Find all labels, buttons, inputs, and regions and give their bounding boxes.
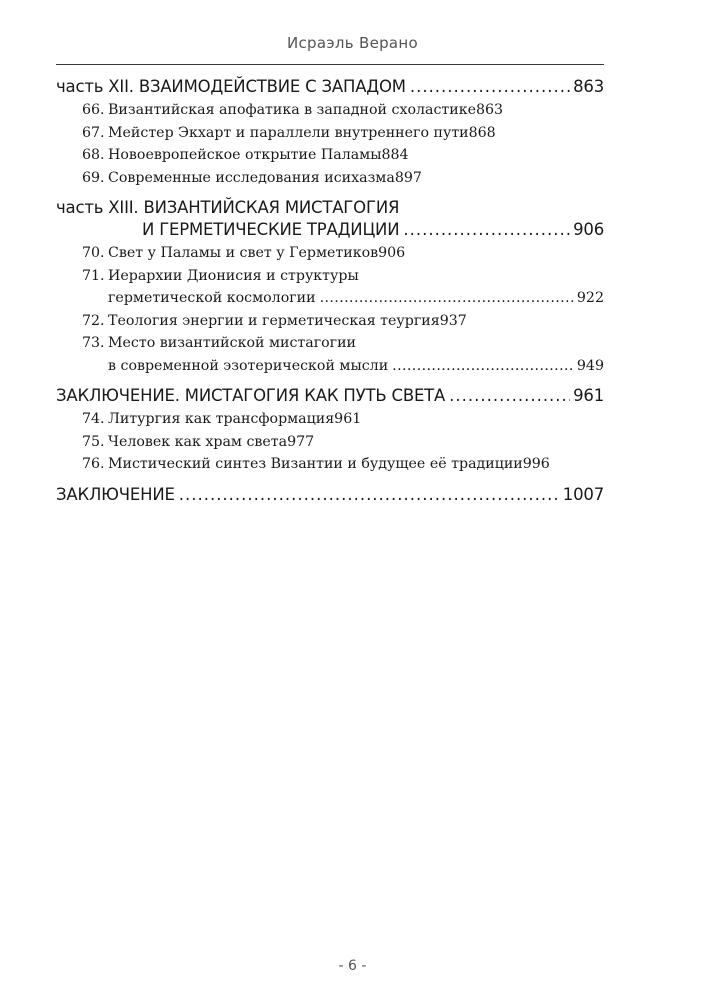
toc-chapter-number: 70. — [82, 245, 105, 261]
toc-page-number: 906 — [573, 220, 604, 239]
toc-chapter-list — [56, 99, 604, 189]
toc-chapter-number: 74. — [82, 411, 105, 427]
toc-page-number: 961 — [573, 386, 604, 405]
toc-part-conclusion — [56, 385, 604, 476]
dot-leader — [320, 287, 574, 310]
toc-part-title[interactable] — [56, 385, 604, 407]
toc-page-number: 863 — [573, 77, 604, 96]
toc-part-xii — [56, 76, 604, 189]
toc-part-title[interactable] — [56, 484, 604, 506]
toc-part-title-text: часть XII. ВЗАИМОДЕЙСТВИЕ С ЗАПАДОМ — [56, 77, 406, 96]
toc-part-title-line2: И ГЕРМЕТИЧЕСКИЕ ТРАДИЦИИ — [142, 220, 400, 239]
toc-page-number: 906 — [378, 245, 406, 261]
toc-chapter-list — [56, 242, 604, 377]
toc-chapter-72[interactable] — [56, 310, 604, 333]
toc-page-number: 977 — [287, 433, 315, 450]
toc-page-number: 996 — [522, 456, 550, 472]
toc-chapter-title-line2: герметической космологии — [108, 290, 316, 306]
toc-final-conclusion — [56, 484, 604, 506]
toc-chapter-title: Новоевропейское открытие Паламы — [108, 147, 382, 163]
header-rule — [56, 64, 604, 65]
toc-chapter-title: Свет у Паламы и свет у Герметиков — [108, 245, 379, 261]
toc-chapter-title: Современные исследования исихазма — [108, 169, 395, 186]
toc-chapter-title: Литургия как трансформация — [108, 411, 335, 427]
toc-page-number: 1007 — [562, 484, 604, 504]
toc-part-title-text: ЗАКЛЮЧЕНИЕ — [56, 484, 175, 504]
toc-chapter-number: 71. — [82, 267, 105, 284]
toc-chapter-title-line1: Иерархии Дионисия и структуры — [108, 267, 359, 284]
toc-chapter-67[interactable] — [56, 122, 604, 145]
toc-page-number: 937 — [439, 312, 467, 329]
toc-chapter-73[interactable] — [56, 332, 604, 377]
dot-leader — [392, 355, 574, 378]
toc-chapter-69[interactable] — [56, 167, 604, 190]
toc-chapter-title: Мейстер Экхарт и параллели внутреннего пути — [108, 124, 469, 141]
toc-chapter-number: 66. — [82, 102, 105, 118]
toc-chapter-list — [56, 408, 604, 476]
toc-chapter-title: Византийская апофатика в западной схоластике — [108, 102, 476, 118]
toc-part-xiii — [56, 197, 604, 377]
toc-chapter-number: 68. — [82, 147, 105, 163]
toc-page-number: 868 — [468, 124, 496, 141]
toc-page-number: 922 — [576, 290, 604, 306]
toc-chapter-title: Человек как храм света — [108, 433, 288, 450]
toc-part-title[interactable] — [56, 76, 604, 98]
toc-page-number: 884 — [381, 147, 409, 163]
toc-page-number: 897 — [394, 169, 422, 186]
toc-chapter-number: 69. — [82, 169, 105, 186]
toc-chapter-number: 67. — [82, 124, 105, 141]
dot-leader — [449, 385, 570, 407]
toc-chapter-71[interactable] — [56, 265, 604, 310]
running-header: Исраэль Верано — [286, 34, 419, 52]
toc-chapter-title-line1: Место византийской мистагогии — [108, 335, 357, 351]
toc-chapter-68[interactable] — [56, 144, 604, 167]
page-number: - 6 - — [338, 958, 367, 974]
toc-chapter-75[interactable] — [56, 431, 604, 454]
toc-chapter-number: 73. — [82, 335, 105, 351]
toc-chapter-number: 75. — [82, 433, 105, 450]
toc-chapter-70[interactable] — [56, 242, 604, 265]
dot-leader — [410, 76, 570, 98]
toc-chapter-title-line2: в современной эзотерической мысли — [108, 357, 389, 374]
toc-chapter-66[interactable] — [56, 99, 604, 122]
toc-chapter-title: Мистический синтез Византии и будущее её традиции — [108, 456, 523, 472]
toc-page-number: 863 — [475, 102, 504, 118]
dot-leader — [179, 484, 560, 506]
toc-part-title-line1: часть XIII. ВИЗАНТИЙСКАЯ МИСТАГОГИЯ — [56, 198, 400, 217]
toc-chapter-74[interactable] — [56, 408, 604, 431]
toc-part-title[interactable] — [56, 197, 604, 241]
table-of-contents — [56, 76, 604, 508]
toc-page-number: 949 — [576, 357, 604, 374]
toc-chapter-number: 72. — [82, 312, 105, 329]
toc-chapter-76[interactable] — [56, 453, 604, 476]
toc-chapter-title: Теология энергии и герметическая теургия — [108, 312, 440, 329]
toc-page-number: 961 — [334, 411, 362, 427]
toc-chapter-number: 76. — [82, 456, 105, 472]
toc-part-title-text: ЗАКЛЮЧЕНИЕ. МИСТАГОГИЯ КАК ПУТЬ СВЕТА — [56, 386, 446, 405]
dot-leader — [403, 219, 570, 241]
